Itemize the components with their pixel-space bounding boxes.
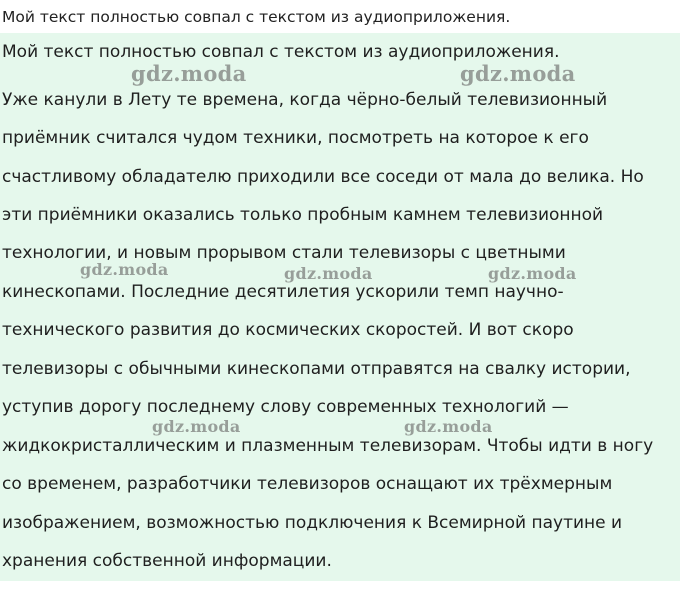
answer-line: уступив дорогу последнему слову современных технологий — (2, 397, 569, 417)
answer-line: Уже канули в Лету те времена, когда чёрно-белый телевизионный (2, 90, 608, 110)
watermark: gdz.moda (152, 417, 241, 436)
answer-line: жидкокристаллическим и плазменным телевизорам. Чтобы идти в ногу (2, 436, 654, 456)
answer-line: приёмник считался чудом техники, посмотреть на которое к его (2, 128, 589, 148)
answer-title: Мой текст полностью совпал с текстом из аудиоприложения. (2, 42, 560, 62)
answer-line: телевизоры с обычными кинескопами отправятся на свалку истории, (2, 359, 631, 379)
watermark: gdz.moda (131, 61, 247, 86)
answer-box (0, 33, 680, 581)
answer-line: эти приёмники оказались только пробным камнем телевизионной (2, 205, 604, 225)
watermark: gdz.moda (284, 264, 373, 283)
answer-line: технического развития до космических скоростей. И вот скоро (2, 320, 574, 340)
watermark: gdz.moda (460, 61, 576, 86)
answer-line: хранения собственной информации. (2, 551, 332, 571)
watermark: gdz.moda (80, 260, 169, 279)
answer-line: со временем, разработчики телевизоров оснащают их трёхмерным (2, 474, 613, 494)
watermark: gdz.moda (404, 417, 493, 436)
answer-line: счастливому обладателю приходили все соседи от мала до велика. Но (2, 167, 644, 187)
watermark: gdz.moda (488, 264, 577, 283)
answer-line: кинескопами. Последние десятилетия ускорили темп научно- (2, 282, 564, 302)
answer-line: изображением, возможностью подключения к Всемирной паутине и (2, 513, 623, 533)
intro-text: Мой текст полностью совпал с текстом из аудиоприложения. (2, 8, 511, 26)
answer-line: технологии, и новым прорывом стали телевизоры с цветными (2, 243, 566, 263)
